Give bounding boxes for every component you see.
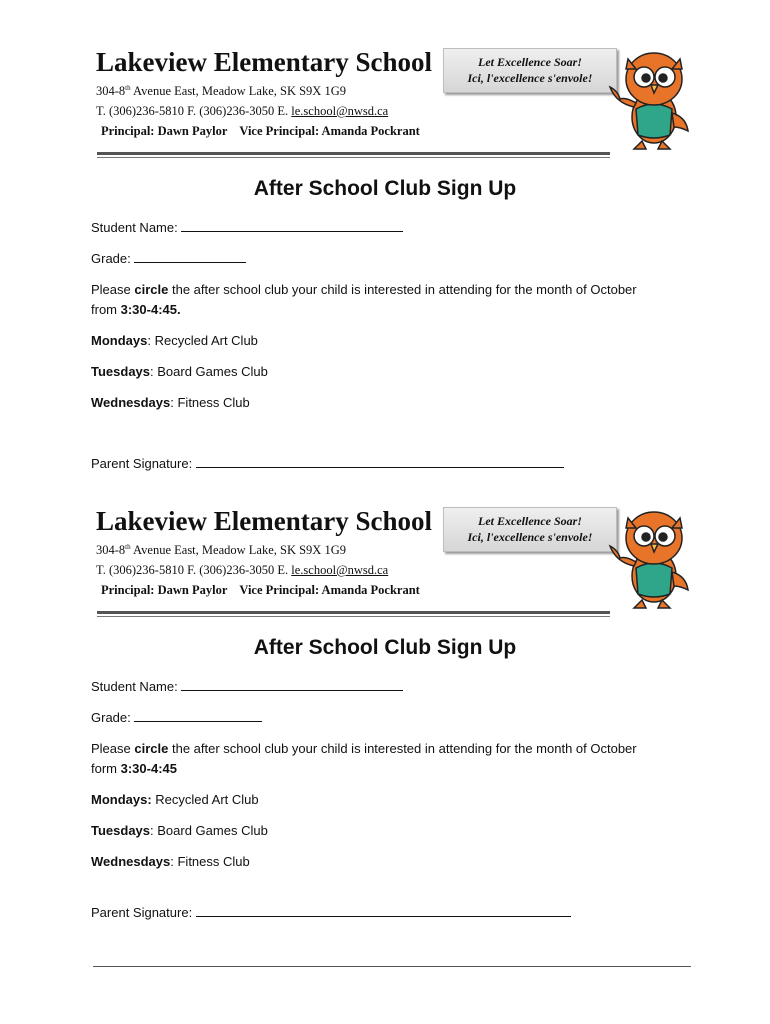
- club-name: Recycled Art Club: [154, 333, 258, 348]
- email-link[interactable]: le.school@nwsd.ca: [291, 563, 389, 577]
- instruction-start: Please: [91, 282, 135, 297]
- address-number: 304-8: [96, 84, 126, 99]
- club-name: Recycled Art Club: [155, 792, 259, 807]
- signature-row: [91, 905, 571, 920]
- day-label: Mondays:: [91, 792, 152, 807]
- signature-label: Parent Signature:: [91, 905, 196, 920]
- club-option-wednesday[interactable]: [91, 854, 250, 869]
- owl-mascot-icon: [606, 506, 706, 612]
- school-address: [96, 543, 346, 558]
- instructions: [91, 741, 637, 756]
- school-name: Lakeview Elementary School: [96, 47, 432, 77]
- school-contact: [96, 104, 388, 119]
- phone-fax: T. (306)236-5810 F. (306)236-3050 E.: [96, 563, 292, 577]
- school-name: Lakeview Elementary School: [96, 506, 432, 536]
- signature-field[interactable]: [196, 456, 564, 468]
- day-label: Wednesdays: [91, 854, 171, 869]
- header-divider-thin: [97, 157, 610, 158]
- instruction-circle: circle: [134, 741, 169, 756]
- grade-row: [91, 710, 262, 725]
- signature-row: [91, 456, 564, 471]
- motto-box: [443, 507, 617, 552]
- time-prefix: from: [91, 302, 121, 317]
- header-divider-thin: [97, 616, 610, 617]
- signature-label: Parent Signature:: [91, 456, 196, 471]
- email-link[interactable]: le.school@nwsd.ca: [291, 104, 389, 118]
- signup-form-2: [0, 506, 770, 966]
- day-label: Tuesdays: [91, 823, 151, 838]
- school-address: [96, 84, 346, 99]
- owl-mascot-icon: [606, 47, 706, 153]
- day-label: Wednesdays: [91, 395, 171, 410]
- day-label: Tuesdays: [91, 364, 151, 379]
- address-street: Avenue East, Meadow Lake, SK S9X 1G9: [130, 84, 346, 99]
- student-name-field[interactable]: [181, 220, 403, 232]
- club-option-tuesday[interactable]: [91, 364, 268, 379]
- club-option-tuesday[interactable]: [91, 823, 268, 838]
- day-label: Mondays: [91, 333, 148, 348]
- principal: Principal: Dawn Paylor: [101, 583, 228, 597]
- form-title: After School Club Sign Up: [253, 177, 517, 200]
- principal: Principal: Dawn Paylor: [101, 124, 228, 138]
- student-name-label: Student Name:: [91, 220, 182, 235]
- instructions: [91, 282, 637, 297]
- header-divider: [97, 611, 610, 614]
- club-option-monday[interactable]: [91, 792, 259, 807]
- separator: :: [150, 823, 158, 838]
- instruction-start: Please: [91, 741, 135, 756]
- separator: :: [147, 333, 155, 348]
- student-name-row: [91, 220, 403, 235]
- staff-line: [101, 583, 420, 598]
- separator: :: [150, 364, 158, 379]
- grade-label: Grade:: [91, 251, 135, 266]
- grade-row: [91, 251, 246, 266]
- bottom-divider: [93, 966, 691, 967]
- instruction-rest: the after school club your child is interested in attending for the month of October: [168, 282, 637, 297]
- address-suffix: th: [125, 543, 131, 551]
- student-name-row: [91, 679, 403, 694]
- grade-label: Grade:: [91, 710, 135, 725]
- staff-line: [101, 124, 420, 139]
- grade-field[interactable]: [134, 710, 262, 722]
- motto-french: Ici, l'excellence s'envole!: [467, 71, 593, 85]
- motto-box: [443, 48, 617, 93]
- separator: :: [170, 395, 178, 410]
- vice-principal: Vice Principal: Amanda Pockrant: [239, 124, 420, 138]
- signature-field[interactable]: [196, 905, 571, 917]
- club-name: Board Games Club: [157, 364, 268, 379]
- separator: :: [170, 854, 178, 869]
- vice-principal: Vice Principal: Amanda Pockrant: [239, 583, 420, 597]
- grade-field[interactable]: [134, 251, 246, 263]
- time-prefix: form: [91, 761, 121, 776]
- address-suffix: th: [125, 84, 131, 92]
- club-name: Fitness Club: [177, 854, 250, 869]
- time-row: [91, 302, 181, 317]
- phone-fax: T. (306)236-5810 F. (306)236-3050 E.: [96, 104, 292, 118]
- club-option-wednesday[interactable]: [91, 395, 250, 410]
- motto-english: Let Excellence Soar!: [478, 514, 582, 528]
- form-title: After School Club Sign Up: [253, 636, 517, 659]
- address-street: Avenue East, Meadow Lake, SK S9X 1G9: [130, 543, 346, 558]
- student-name-label: Student Name:: [91, 679, 182, 694]
- student-name-field[interactable]: [181, 679, 403, 691]
- instruction-rest: the after school club your child is interested in attending for the month of October: [168, 741, 637, 756]
- motto-french: Ici, l'excellence s'envole!: [467, 530, 593, 544]
- club-option-monday[interactable]: [91, 333, 258, 348]
- club-time: 3:30-4:45: [120, 761, 177, 776]
- address-number: 304-8: [96, 543, 126, 558]
- time-row: [91, 761, 177, 776]
- club-time: 3:30-4:45.: [120, 302, 181, 317]
- club-name: Board Games Club: [157, 823, 268, 838]
- club-name: Fitness Club: [177, 395, 250, 410]
- signup-form-1: [0, 47, 770, 507]
- header-divider: [97, 152, 610, 155]
- instruction-circle: circle: [134, 282, 169, 297]
- motto-english: Let Excellence Soar!: [478, 55, 582, 69]
- school-contact: [96, 563, 388, 578]
